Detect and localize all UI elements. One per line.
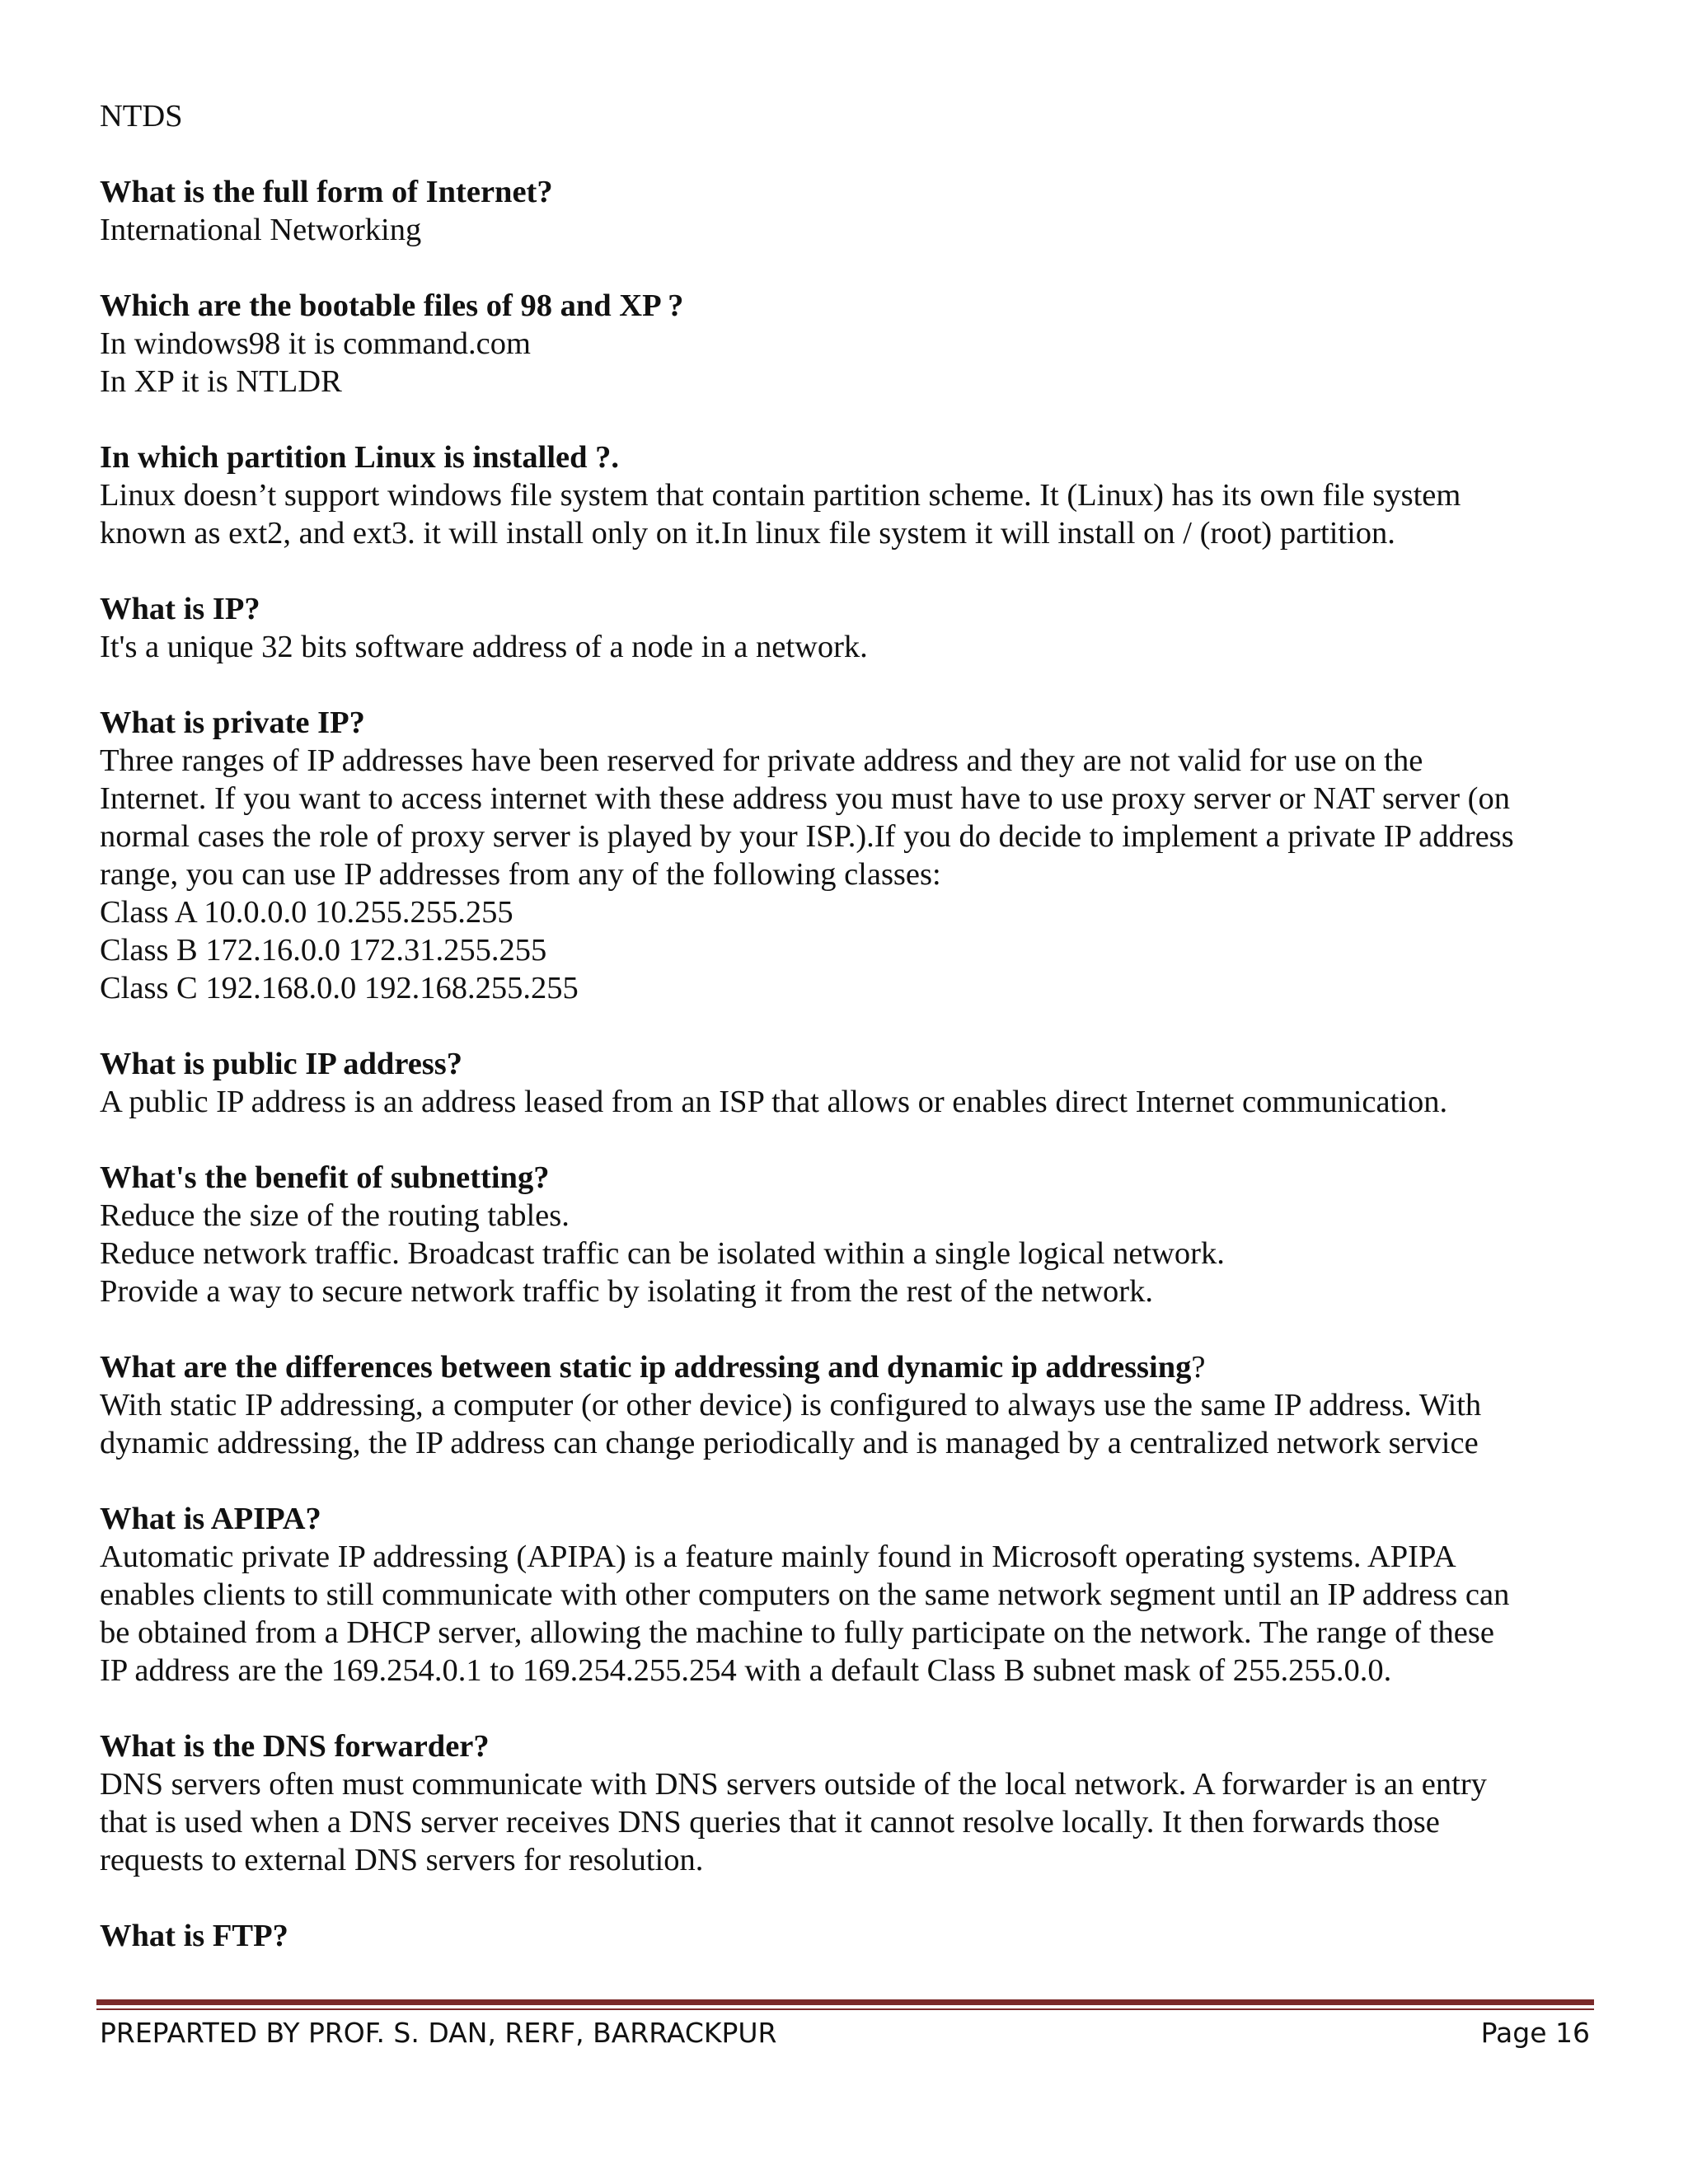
answer-line: be obtained from a DHCP server, allowing the machine to fully participate on the network. The range of these <box>100 1615 1494 1650</box>
footer-divider-thin <box>96 2008 1594 2010</box>
answer-line: Automatic private IP addressing (APIPA) is a feature mainly found in Microsoft operating systems. APIPA <box>100 1540 1456 1574</box>
answer-line: In windows98 it is command.com <box>100 326 531 361</box>
question-text: What are the differences between static ip addressing and dynamic ip addressing <box>100 1350 1192 1385</box>
ip-class-range: Class A 10.0.0.0 10.255.255.255 <box>100 895 513 930</box>
ip-class-range: Class C 192.168.0.0 192.168.255.255 <box>100 971 579 1005</box>
question-heading: What is the full form of Internet? <box>100 175 553 209</box>
question-heading: Which are the bootable files of 98 and XP ? <box>100 288 684 323</box>
page-number: Page 16 <box>1480 2017 1590 2049</box>
footer-credit: PREPARTED BY PROF. S. DAN, RERF, BARRACKPUR <box>100 2017 777 2049</box>
lead-answer: NTDS <box>100 99 183 134</box>
answer-line: International Networking <box>100 213 422 247</box>
question-heading: What is private IP? <box>100 705 365 740</box>
answer-line: dynamic addressing, the IP address can change periodically and is managed by a centralized network service <box>100 1426 1479 1460</box>
question-heading: What is FTP? <box>100 1919 288 1953</box>
answer-line: A public IP address is an address leased from an ISP that allows or enables direct Internet communication. <box>100 1085 1448 1119</box>
question-heading: What is public IP address? <box>100 1047 463 1081</box>
answer-line: With static IP addressing, a computer (or other device) is configured to always use the same IP address. With <box>100 1388 1482 1422</box>
answer-line: range, you can use IP addresses from any of the following classes: <box>100 857 941 892</box>
answer-line: Provide a way to secure network traffic by isolating it from the rest of the network. <box>100 1274 1153 1309</box>
answer-line: Linux doesn’t support windows file system that contain partition scheme. It (Linux) has its own file system <box>100 478 1461 513</box>
page-body <box>100 97 1600 1955</box>
answer-line: Reduce network traffic. Broadcast traffic can be isolated within a single logical network. <box>100 1236 1225 1271</box>
answer-line: that is used when a DNS server receives DNS queries that it cannot resolve locally. It then forwards those <box>100 1805 1440 1840</box>
answer-line: known as ext2, and ext3. it will install only on it.In linux file system it will install on / (root) partition. <box>100 516 1395 551</box>
question-heading <box>100 1348 1600 1386</box>
question-heading: What is APIPA? <box>100 1502 321 1536</box>
answer-line: normal cases the role of proxy server is played by your ISP.).If you do decide to implement a private IP address <box>100 819 1514 854</box>
answer-line: IP address are the 169.254.0.1 to 169.254.255.254 with a default Class B subnet mask of 255.255.0.0. <box>100 1653 1392 1688</box>
question-heading: In which partition Linux is installed ?. <box>100 440 620 475</box>
answer-line: It's a unique 32 bits software address of a node in a network. <box>100 630 868 664</box>
page-footer <box>100 2013 1590 2054</box>
answer-line: Reduce the size of the routing tables. <box>100 1198 570 1233</box>
answer-line: DNS servers often must communicate with DNS servers outside of the local network. A forwarder is an entry <box>100 1767 1487 1802</box>
footer-divider <box>96 1999 1594 2005</box>
question-heading: What is IP? <box>100 592 260 626</box>
question-mark: ? <box>1191 1350 1206 1385</box>
question-heading: What's the benefit of subnetting? <box>100 1160 550 1195</box>
answer-line: Three ranges of IP addresses have been reserved for private address and they are not valid for use on the <box>100 743 1423 778</box>
answer-line: enables clients to still communicate with other computers on the same network segment until an IP address can <box>100 1577 1510 1612</box>
answer-line: Internet. If you want to access internet with these address you must have to use proxy server or NAT server (on <box>100 781 1510 816</box>
ip-class-range: Class B 172.16.0.0 172.31.255.255 <box>100 933 547 968</box>
question-heading: What is the DNS forwarder? <box>100 1729 490 1764</box>
answer-line: In XP it is NTLDR <box>100 364 342 399</box>
answer-line: requests to external DNS servers for resolution. <box>100 1843 704 1877</box>
